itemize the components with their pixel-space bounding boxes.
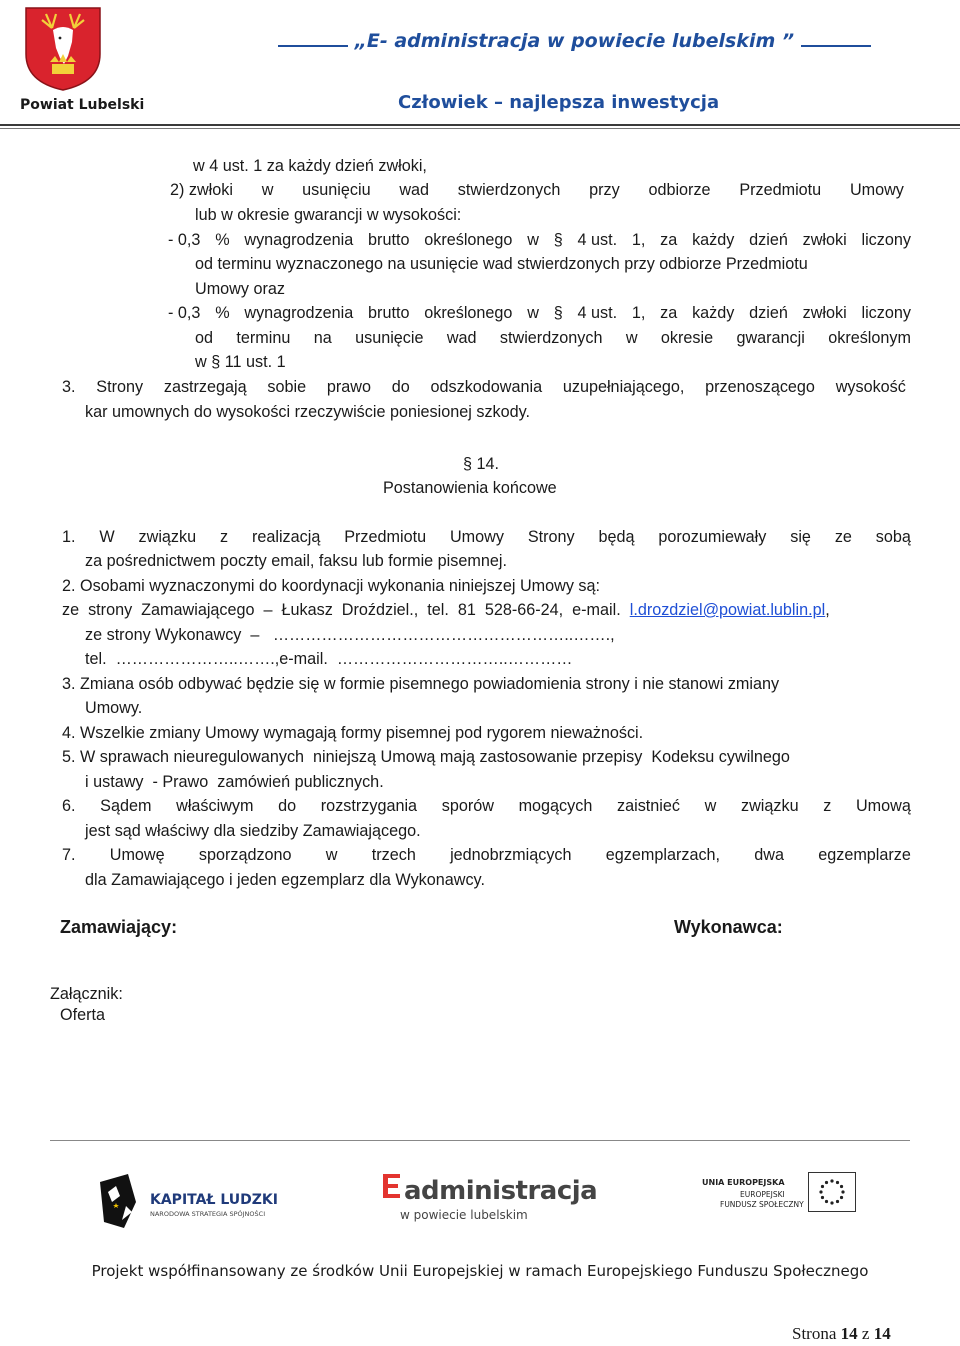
text-line: i ustawy - Prawo zamówień publicznych. xyxy=(85,773,384,791)
word: będą xyxy=(598,528,635,546)
word: brutto xyxy=(368,231,410,249)
word: wynagrodzenia xyxy=(244,231,354,249)
word: % xyxy=(215,231,230,249)
justified-line xyxy=(62,845,911,865)
county-crest-logo xyxy=(22,4,104,92)
word: 7. xyxy=(62,846,76,864)
eu-star-icon xyxy=(830,1179,833,1182)
word: zaistnieć xyxy=(617,797,680,815)
word: uzupełniającego, xyxy=(562,378,685,396)
word: Strony xyxy=(527,528,575,546)
word: 4 ust. xyxy=(577,304,618,322)
eu-star-icon xyxy=(821,1185,824,1188)
word: Umowy xyxy=(849,181,904,199)
word: - 0,3 xyxy=(168,231,201,249)
text-line: w 4 ust. 1 za każdy dzień zwłoki, xyxy=(193,157,427,175)
word: jednobrzmiących xyxy=(450,846,572,864)
word: w xyxy=(325,846,338,864)
kl-title: KAPITAŁ LUDZKI xyxy=(150,1192,278,1208)
footer-divider xyxy=(50,1140,910,1141)
word: związku xyxy=(741,797,799,815)
word: określonego xyxy=(424,231,513,249)
word: się xyxy=(790,528,811,546)
word: wad xyxy=(446,329,477,347)
word: związku xyxy=(138,528,197,546)
word: egzemplarze xyxy=(818,846,911,864)
justified-line xyxy=(195,328,911,348)
word: w xyxy=(625,329,638,347)
justified-line xyxy=(168,303,911,323)
page-of: z xyxy=(861,1324,870,1343)
word: Strony xyxy=(96,378,144,396)
word: określonym xyxy=(828,329,911,347)
word: egzemplarzach, xyxy=(605,846,721,864)
eu-star-icon xyxy=(841,1190,844,1193)
justified-line xyxy=(62,527,911,547)
word: w xyxy=(527,231,539,249)
kl-subtitle: NARODOWA STRATEGIA SPÓJNOŚCI xyxy=(150,1210,266,1218)
attachment-label: Załącznik: xyxy=(50,985,123,1003)
header-divider-thin xyxy=(0,128,960,129)
word: 2) zwłoki xyxy=(170,181,233,199)
word: w xyxy=(704,797,717,815)
word: sporządzono xyxy=(198,846,292,864)
word: od xyxy=(195,329,214,347)
word: wysokość xyxy=(835,378,906,396)
page-word: Strona xyxy=(792,1324,837,1343)
word: do xyxy=(391,378,410,396)
signature-orderer-label: Zamawiający: xyxy=(60,917,178,937)
word: określonego xyxy=(424,304,513,322)
page-number: 14 xyxy=(840,1324,858,1343)
section-number: § 14. xyxy=(463,455,500,473)
word: % xyxy=(215,304,230,322)
eu-star-icon xyxy=(821,1196,824,1199)
word: liczony xyxy=(861,231,911,249)
header-divider xyxy=(0,124,960,126)
word: stwierdzonych xyxy=(457,181,561,199)
eu-star-icon xyxy=(840,1185,843,1188)
word: za xyxy=(660,231,678,249)
word: rozstrzygania xyxy=(320,797,418,815)
text-line: jest sąd właściwy dla siedziby Zamawiającego. xyxy=(85,822,421,840)
slogan-underline-right xyxy=(801,31,871,47)
word: Przedmiotu xyxy=(739,181,822,199)
word: odszkodowania xyxy=(430,378,543,396)
justified-line xyxy=(62,796,911,816)
word: sporów xyxy=(441,797,494,815)
page-total: 14 xyxy=(873,1324,891,1343)
kapital-ludzki-logo xyxy=(98,1172,278,1232)
word: zwłoki xyxy=(802,304,847,322)
word: do xyxy=(278,797,297,815)
word: brutto xyxy=(368,304,410,322)
word: z xyxy=(220,528,229,546)
eu-line-2: EUROPEJSKI xyxy=(740,1190,785,1199)
word: przenoszącego xyxy=(705,378,815,396)
text-line: w § 11 ust. 1 xyxy=(195,353,286,371)
eu-star-icon xyxy=(825,1200,828,1203)
word: każdy xyxy=(692,304,735,322)
word: 1, xyxy=(631,231,646,249)
word: dwa xyxy=(754,846,784,864)
word: właściwym xyxy=(176,797,254,815)
justified-line xyxy=(170,180,904,200)
eu-star-icon xyxy=(830,1201,833,1204)
text-line: lub w okresie gwarancji w wysokości: xyxy=(195,206,462,224)
word: stwierdzonych xyxy=(499,329,603,347)
justified-line xyxy=(62,377,906,397)
word: zwłoki xyxy=(802,231,847,249)
eu-star-icon xyxy=(836,1200,839,1203)
word: Przedmiotu xyxy=(344,528,427,546)
word: dzień xyxy=(749,304,788,322)
text-line: kar umownych do wysokości rzeczywiście poniesionej szkody. xyxy=(85,403,531,421)
word: porozumiewały xyxy=(658,528,767,546)
text-line: 4. Wszelkie zmiany Umowy wymagają formy pisemnej pod rygorem nieważności. xyxy=(62,724,644,742)
word: Sądem xyxy=(100,797,152,815)
word: - 0,3 xyxy=(168,304,201,322)
attachment-value: Oferta xyxy=(60,1006,105,1024)
text-line: 3. Zmiana osób odbywać będzie się w formie pisemnego powiadomienia strony i nie stanowi zmiany xyxy=(62,675,780,693)
word: prawo xyxy=(326,378,371,396)
section-title: Postanowienia końcowe xyxy=(383,479,557,497)
e-administracja-logo xyxy=(380,1170,598,1230)
word: z xyxy=(823,797,832,815)
page-indicator xyxy=(792,1324,891,1344)
eu-star-icon xyxy=(836,1181,839,1184)
word: w xyxy=(527,304,539,322)
text-line: Umowy oraz xyxy=(195,280,285,298)
contact-line-contractor: ze strony Wykonawcy – ………………………………………………..……., xyxy=(85,626,615,644)
signature-contractor-label: Wykonawca: xyxy=(674,917,783,937)
contact-line-phone: tel. …………………..…….,e-mail. …………………………..………… xyxy=(85,650,573,668)
kapital-ludzki-emblem-icon xyxy=(98,1172,140,1230)
text-line: od terminu wyznaczonego na usunięcie wad stwierdzonych przy odbiorze Przedmiotu xyxy=(195,255,808,273)
word: odbiorze xyxy=(648,181,711,199)
eu-line-3: FUNDUSZ SPOŁECZNY xyxy=(720,1200,804,1209)
project-funding-note: Projekt współfinansowany ze środków Unii Europejskiej w ramach Europejskiego Funduszu Społecznego xyxy=(91,1262,869,1280)
word: za xyxy=(660,304,678,322)
word: usunięciu xyxy=(302,181,371,199)
word: Umową xyxy=(855,797,911,815)
word: okresie xyxy=(660,329,714,347)
text-line: za pośrednictwem poczty email, faksu lub formie pisemnej. xyxy=(85,552,507,570)
ea-subtitle: w powiecie lubelskim xyxy=(400,1208,528,1222)
word: § xyxy=(553,304,563,322)
header-slogan-top xyxy=(278,30,823,52)
text-line: Umowy. xyxy=(85,699,143,717)
contact-orderer-text: ze strony Zamawiającego – Łukasz Droździel., tel. 81 528-66-24, e-mail. xyxy=(62,601,630,619)
word: trzech xyxy=(371,846,416,864)
word: terminu xyxy=(236,329,291,347)
word: mogących xyxy=(518,797,593,815)
text-line: dla Zamawiającego i jeden egzemplarz dla Wykonawcy. xyxy=(85,871,485,889)
word: każdy xyxy=(692,231,735,249)
word: na xyxy=(313,329,332,347)
word: 1, xyxy=(631,304,646,322)
eu-star-icon xyxy=(819,1190,822,1193)
text-line: 2. Osobami wyznaczonymi do koordynacji wykonania niniejszej Umowy są: xyxy=(62,577,601,595)
word: zastrzegają xyxy=(163,378,247,396)
eu-line-1: UNIA EUROPEJSKA xyxy=(702,1178,785,1187)
word: liczony xyxy=(861,304,911,322)
word: 6. xyxy=(62,797,76,815)
word: realizacją xyxy=(251,528,321,546)
contact-orderer-comma: , xyxy=(825,601,830,619)
county-name: Powiat Lubelski xyxy=(20,97,145,113)
word: 4 ust. xyxy=(577,231,618,249)
header-slogan-bottom: Człowiek – najlepsza inwestycja xyxy=(398,92,720,113)
word: usunięcie xyxy=(355,329,424,347)
word: ze xyxy=(834,528,852,546)
email-link[interactable]: l.drozdziel@powiat.lublin.pl xyxy=(629,601,826,619)
contact-line-orderer xyxy=(62,600,830,620)
word: § xyxy=(553,231,563,249)
word: Umowę xyxy=(109,846,165,864)
word: wynagrodzenia xyxy=(244,304,354,322)
word: W xyxy=(99,528,115,546)
word: gwarancji xyxy=(736,329,805,347)
slogan-underline-left xyxy=(278,31,348,47)
slogan-top-text: „E- administracja w powiecie lubelskim ” xyxy=(354,30,795,52)
justified-line xyxy=(168,230,911,250)
word: w xyxy=(261,181,274,199)
word: Umowy xyxy=(449,528,504,546)
ea-title: administracja xyxy=(404,1176,598,1206)
eu-star-icon xyxy=(825,1181,828,1184)
word: sobą xyxy=(875,528,911,546)
eu-logo xyxy=(700,1170,860,1220)
word: dzień xyxy=(749,231,788,249)
eu-flag-icon xyxy=(808,1172,856,1212)
word: 1. xyxy=(62,528,76,546)
word: sobie xyxy=(267,378,307,396)
e-letter-icon xyxy=(380,1170,404,1204)
word: przy xyxy=(589,181,620,199)
eu-star-icon xyxy=(840,1196,843,1199)
text-line: 5. W sprawach nieuregulowanych niniejszą Umową mają zastosowanie przepisy Kodeksu cywilnego xyxy=(62,748,790,766)
word: 3. xyxy=(62,378,76,396)
word: wad xyxy=(399,181,430,199)
